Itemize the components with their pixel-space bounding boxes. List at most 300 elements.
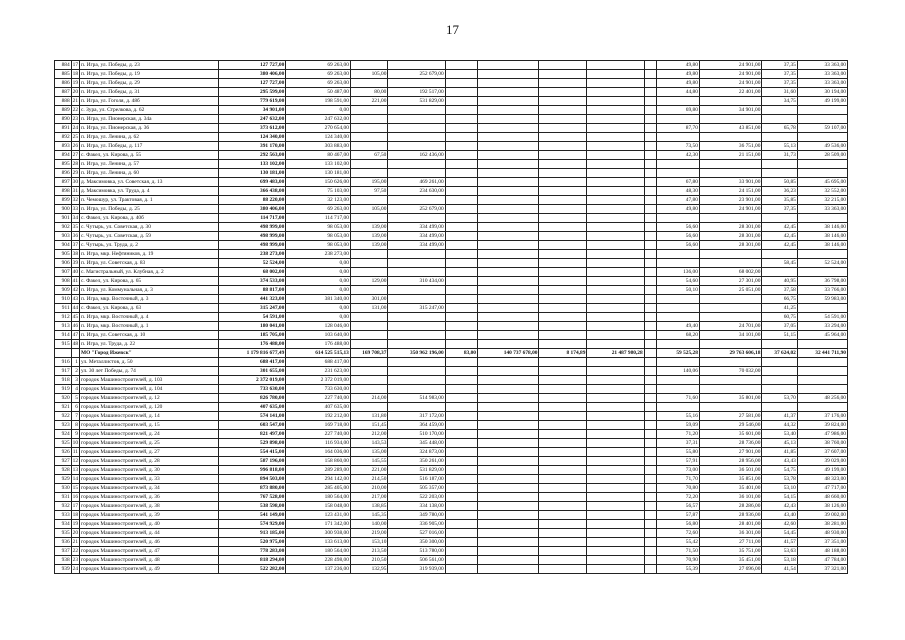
cell-cost-c bbox=[478, 196, 539, 205]
cell-cost-c bbox=[478, 241, 539, 250]
cell-volume-d bbox=[539, 214, 587, 223]
cell-cost-d bbox=[587, 88, 644, 97]
cell-cost-g bbox=[797, 214, 847, 223]
cell-volume-f bbox=[657, 214, 700, 223]
cell-cost-a: 303 883,00 bbox=[286, 142, 351, 151]
table-row bbox=[55, 385, 848, 394]
cell-cost-a: 688 417,00 bbox=[286, 358, 351, 367]
cell-cost-c bbox=[478, 277, 539, 286]
cell-cost-d bbox=[587, 205, 644, 214]
cell-volume-c bbox=[445, 340, 477, 349]
cell-cost-b bbox=[388, 295, 445, 304]
cell-row-number: 906 bbox=[55, 259, 72, 268]
cell-item-number: 22 bbox=[72, 548, 79, 554]
cell-address: городок Машиностроителей, д. 27 bbox=[80, 448, 219, 457]
cell-address: городок Машиностроителей, д. 28 bbox=[80, 457, 219, 466]
cell-cost-a: 2 372 019,00 bbox=[286, 376, 351, 385]
cell-cost-c bbox=[478, 394, 539, 403]
cell-volume-d bbox=[539, 520, 587, 529]
cell-cost-b bbox=[388, 376, 445, 385]
cell-volume-f: 56,60 bbox=[657, 241, 700, 250]
cell-cost-a: 123 431,00 bbox=[286, 511, 351, 520]
cell-volume-f: 49,40 bbox=[657, 322, 700, 331]
cell-volume-c bbox=[445, 268, 477, 277]
cell-item-number: 9 bbox=[71, 430, 79, 439]
cell-volume-g: 31,60 bbox=[762, 88, 797, 97]
cell-volume-g bbox=[762, 403, 797, 412]
cell-cost-b bbox=[388, 160, 445, 169]
cell-volume-c: 83,00 bbox=[445, 349, 477, 358]
cell-volume-d bbox=[539, 277, 587, 286]
cell-row-number: 901 bbox=[55, 214, 72, 223]
cell-volume-g: 37,35 bbox=[762, 205, 797, 214]
cell-address: п. Игра, ул. Пионерская, д. 34а bbox=[80, 115, 219, 124]
cell-cost-g: 36 798,00 bbox=[797, 277, 847, 286]
cell-item-number: 21 bbox=[72, 98, 79, 104]
cell-cost-c bbox=[478, 529, 539, 538]
cell-cost-a: 231 623,00 bbox=[286, 367, 351, 376]
cell-address: городок Машиностроителей, д. 40 bbox=[80, 520, 219, 529]
cell-volume-g: 53,18 bbox=[762, 556, 797, 565]
cell-volume-c bbox=[445, 556, 477, 565]
cell-cost-c bbox=[478, 556, 539, 565]
cell-cost-c bbox=[478, 205, 539, 214]
cell-total-cost: 699 483,00 bbox=[218, 178, 286, 187]
cell-cost-a: 171 342,00 bbox=[286, 520, 351, 529]
cell-cost-c bbox=[478, 475, 539, 484]
cell-cost-f: 28 301,00 bbox=[699, 241, 762, 250]
cell-row-number: 903 bbox=[55, 232, 72, 241]
cell-cost-b bbox=[388, 340, 445, 349]
cell-volume-c bbox=[445, 493, 477, 502]
cell-cost-b: 336 905,00 bbox=[388, 520, 445, 529]
cell-volume-f bbox=[657, 115, 700, 124]
cell-volume-d bbox=[539, 268, 587, 277]
cell-volume-e bbox=[644, 556, 657, 565]
cell-volume-f bbox=[657, 358, 700, 367]
cell-row-number: 927 bbox=[55, 457, 72, 466]
cell-volume-e bbox=[644, 322, 657, 331]
cell-cost-c bbox=[478, 322, 539, 331]
cell-volume-c bbox=[445, 196, 477, 205]
cell-item-number: 28 bbox=[72, 161, 79, 167]
cell-volume-b: 129,00 bbox=[350, 277, 388, 286]
cell-cost-b: 317 172,00 bbox=[388, 412, 445, 421]
cell-cost-c bbox=[478, 160, 539, 169]
cell-cost-a: 137 236,00 bbox=[286, 565, 351, 574]
cell-volume-d bbox=[539, 304, 587, 313]
cell-cost-b: 531 829,00 bbox=[388, 97, 445, 106]
cell-item-number: 18 bbox=[72, 512, 79, 518]
cell-volume-b bbox=[350, 322, 388, 331]
cell-volume-d bbox=[539, 232, 587, 241]
cell-item-number: 5 bbox=[71, 394, 79, 403]
cell-cost-d bbox=[587, 61, 644, 70]
cell-cost-f: 29 546,00 bbox=[699, 421, 762, 430]
cell-total-cost: 295 599,00 bbox=[218, 88, 286, 97]
table-row bbox=[55, 421, 848, 430]
cell-volume-e bbox=[644, 430, 657, 439]
cell-volume-b: 139,00 bbox=[350, 223, 388, 232]
cell-volume-d bbox=[539, 106, 587, 115]
cell-cost-c bbox=[478, 340, 539, 349]
cell-cost-g bbox=[797, 358, 847, 367]
cell-volume-e bbox=[644, 286, 657, 295]
table-row bbox=[55, 178, 848, 187]
cell-total-cost: 529 898,00 bbox=[218, 439, 286, 448]
table-row bbox=[55, 268, 848, 277]
cell-cost-b bbox=[388, 385, 445, 394]
cell-volume-g: 50,85 bbox=[762, 178, 797, 187]
cell-volume-f bbox=[657, 304, 700, 313]
cell-cost-a: 32 123,00 bbox=[286, 196, 351, 205]
cell-volume-d bbox=[539, 493, 587, 502]
cell-cost-g: 38 281,00 bbox=[797, 520, 847, 529]
cell-volume-g: 40,95 bbox=[762, 277, 797, 286]
cell-total-cost: 779 619,00 bbox=[218, 97, 286, 106]
cell-volume-d bbox=[539, 151, 587, 160]
cell-volume-f: 56,57 bbox=[657, 502, 700, 511]
cell-volume-c bbox=[445, 412, 477, 421]
cell-total-cost: 133 102,00 bbox=[218, 160, 286, 169]
cell-volume-c bbox=[445, 115, 477, 124]
cell-cost-d bbox=[587, 241, 644, 250]
table-row bbox=[55, 322, 848, 331]
cell-cost-d bbox=[587, 547, 644, 556]
cell-cost-b: 310 434,00 bbox=[388, 277, 445, 286]
cell-volume-f bbox=[657, 403, 700, 412]
cell-cost-d bbox=[587, 556, 644, 565]
cell-cost-f: 27 696,00 bbox=[699, 565, 762, 574]
cell-cost-b: 252 679,00 bbox=[388, 70, 445, 79]
cell-cost-d bbox=[587, 466, 644, 475]
cell-cost-g: 52 524,00 bbox=[797, 259, 847, 268]
cell-cost-a: 164 036,00 bbox=[286, 448, 351, 457]
cell-cost-g: 59 983,00 bbox=[797, 295, 847, 304]
cell-cost-a: 103 640,00 bbox=[286, 331, 351, 340]
cell-volume-f: 73,50 bbox=[657, 142, 700, 151]
cell-item-number: 39 bbox=[72, 260, 79, 266]
cell-address: п. Игра, ул. Ленина, д. 60 bbox=[80, 169, 219, 178]
cell-cost-d bbox=[587, 565, 644, 574]
cell-cost-a: 98 053,00 bbox=[286, 223, 351, 232]
cell-volume-c bbox=[445, 277, 477, 286]
cell-total-cost: 238 273,00 bbox=[218, 250, 286, 259]
table-row bbox=[55, 196, 848, 205]
cell-item-number: 18 bbox=[72, 71, 79, 77]
table-row bbox=[55, 466, 848, 475]
cell-cost-g: 48 188,00 bbox=[797, 547, 847, 556]
cell-volume-f: 54,60 bbox=[657, 277, 700, 286]
cell-cost-a: 0,00 bbox=[286, 277, 351, 286]
table-row bbox=[55, 340, 848, 349]
cell-item-number: 12 bbox=[72, 458, 79, 464]
cell-cost-a: 0,00 bbox=[286, 286, 351, 295]
cell-row-number: 928 bbox=[55, 466, 72, 475]
cell-cost-c bbox=[478, 259, 539, 268]
cell-total-cost: 1 179 816 677,49 bbox=[218, 349, 286, 358]
cell-cost-d bbox=[587, 259, 644, 268]
table-row bbox=[55, 88, 848, 97]
cell-volume-c bbox=[445, 511, 477, 520]
cell-row-number: 889 bbox=[55, 106, 72, 115]
cell-cost-a: 247 632,00 bbox=[286, 115, 351, 124]
cell-address: ул. 30 лет Победы, д. 74 bbox=[80, 367, 219, 376]
cell-cost-g: 38 146,00 bbox=[797, 223, 847, 232]
cell-volume-f: 136,00 bbox=[657, 268, 700, 277]
cell-address: городок Машиностроителей, д. 34 bbox=[80, 484, 219, 493]
cell-total-cost: 366 438,00 bbox=[218, 187, 286, 196]
cell-volume-f: 72,20 bbox=[657, 493, 700, 502]
cell-volume-b: 145,55 bbox=[350, 457, 388, 466]
cell-volume-d bbox=[539, 358, 587, 367]
cell-volume-e bbox=[644, 340, 657, 349]
cell-cost-f: 35 851,00 bbox=[699, 475, 762, 484]
cell-volume-d bbox=[539, 439, 587, 448]
cell-address: городок Машиностроителей, д. 47 bbox=[80, 547, 219, 556]
cell-volume-c bbox=[445, 124, 477, 133]
cell-cost-b: 324 873,00 bbox=[388, 448, 445, 457]
cell-volume-f: 71,70 bbox=[657, 475, 700, 484]
cell-volume-c bbox=[445, 439, 477, 448]
cell-cost-d bbox=[587, 295, 644, 304]
cell-cost-a: 124 340,00 bbox=[286, 133, 351, 142]
cell-item-number: 36 bbox=[72, 233, 79, 239]
cell-volume-e bbox=[644, 142, 657, 151]
cell-total-cost: 821 497,00 bbox=[218, 430, 286, 439]
cell-row-number: 885 bbox=[55, 70, 72, 79]
cell-address: п. Игра, ул. Советская, д. 83 bbox=[80, 259, 219, 268]
cell-volume-f bbox=[657, 259, 700, 268]
cell-cost-c bbox=[478, 79, 539, 88]
cell-volume-e bbox=[644, 421, 657, 430]
cell-cost-c bbox=[478, 151, 539, 160]
cell-volume-c bbox=[445, 70, 477, 79]
cell-row-number: 925 bbox=[55, 439, 72, 448]
table-row bbox=[55, 205, 848, 214]
cell-volume-e bbox=[644, 106, 657, 115]
cell-volume-c bbox=[445, 259, 477, 268]
cell-total-cost: 2 372 019,00 bbox=[218, 376, 286, 385]
cell-cost-g bbox=[797, 403, 847, 412]
cell-cost-f: 34 901,00 bbox=[699, 106, 762, 115]
cell-cost-f: 27 581,00 bbox=[699, 412, 762, 421]
cell-cost-g: 33 766,00 bbox=[797, 286, 847, 295]
cell-cost-c bbox=[478, 403, 539, 412]
cell-cost-f: 28 401,00 bbox=[699, 520, 762, 529]
cell-cost-f: 23 901,00 bbox=[699, 196, 762, 205]
table-row bbox=[55, 115, 848, 124]
cell-cost-c bbox=[478, 232, 539, 241]
cell-cost-g: 59 107,00 bbox=[797, 124, 847, 133]
cell-cost-a: 69 263,00 bbox=[286, 61, 351, 70]
cell-cost-a: 80 467,00 bbox=[286, 151, 351, 160]
cell-volume-b bbox=[350, 259, 388, 268]
cell-volume-g: 54,75 bbox=[762, 466, 797, 475]
cell-volume-d bbox=[539, 403, 587, 412]
cell-volume-d bbox=[539, 529, 587, 538]
cell-cost-d bbox=[587, 133, 644, 142]
cell-item-number: 29 bbox=[72, 170, 79, 176]
cell-cost-a: 98 053,00 bbox=[286, 241, 351, 250]
cell-row-number: 902 bbox=[55, 223, 72, 232]
cell-item-number: 42 bbox=[72, 287, 79, 293]
cell-cost-c bbox=[478, 511, 539, 520]
cell-cost-a: 289 289,00 bbox=[286, 466, 351, 475]
cell-volume-b: 138,85 bbox=[350, 502, 388, 511]
cell-total-cost: 315 247,00 bbox=[218, 304, 286, 313]
cell-volume-g bbox=[762, 250, 797, 259]
cell-cost-a: 69 263,00 bbox=[286, 70, 351, 79]
cell-volume-e bbox=[644, 70, 657, 79]
cell-volume-g: 37,35 bbox=[762, 79, 797, 88]
table-row bbox=[55, 160, 848, 169]
cell-item-number: 24 bbox=[72, 566, 79, 572]
cell-volume-c bbox=[445, 475, 477, 484]
cell-volume-d bbox=[539, 412, 587, 421]
cell-volume-c bbox=[445, 205, 477, 214]
cell-cost-d bbox=[587, 70, 644, 79]
cell-volume-b: 301,00 bbox=[350, 295, 388, 304]
cell-total-cost: 88 817,00 bbox=[218, 286, 286, 295]
cell-cost-f bbox=[699, 304, 762, 313]
cell-volume-b: 195,00 bbox=[350, 178, 388, 187]
cell-volume-b bbox=[350, 358, 388, 367]
cell-item-number: 19 bbox=[72, 521, 79, 527]
cell-volume-c bbox=[445, 187, 477, 196]
cell-volume-f: 140,06 bbox=[657, 367, 700, 376]
cell-row-number: 907 bbox=[55, 268, 72, 277]
cell-volume-c bbox=[445, 331, 477, 340]
cell-cost-f: 28 301,00 bbox=[699, 232, 762, 241]
cell-cost-f bbox=[699, 295, 762, 304]
cell-row-number: 930 bbox=[55, 484, 72, 493]
cell-cost-a: 270 654,00 bbox=[286, 124, 351, 133]
cell-cost-f: 28 301,00 bbox=[699, 223, 762, 232]
cell-row-number: 893 bbox=[55, 142, 72, 151]
cell-total-cost: 88 220,00 bbox=[218, 196, 286, 205]
cell-cost-f: 36 101,00 bbox=[699, 493, 762, 502]
cell-row-number: 934 bbox=[55, 520, 72, 529]
cell-volume-b: 213,50 bbox=[350, 547, 388, 556]
cell-cost-g: 37 176,00 bbox=[797, 412, 847, 421]
cell-address: п. Игра, ул. Победы, д. 117 bbox=[80, 142, 219, 151]
cell-total-cost: 522 282,00 bbox=[218, 565, 286, 574]
cell-address: городок Машиностроителей, д. 15 bbox=[80, 421, 219, 430]
cell-cost-f: 35 401,00 bbox=[699, 484, 762, 493]
cell-volume-f: 67,80 bbox=[657, 178, 700, 187]
cell-cost-g bbox=[797, 304, 847, 313]
cell-volume-f: 57,87 bbox=[657, 511, 700, 520]
cell-address: п. Игра, ул. Победы, д. 25 bbox=[80, 205, 219, 214]
cell-cost-b bbox=[388, 268, 445, 277]
cell-address: городок Машиностроителей, д. 12 bbox=[80, 394, 219, 403]
cell-volume-b bbox=[350, 385, 388, 394]
cell-volume-e bbox=[644, 223, 657, 232]
cell-cost-c bbox=[478, 295, 539, 304]
cell-address: ул. Металлистов, д. 50 bbox=[80, 358, 219, 367]
cell-item-number: 45 bbox=[72, 314, 79, 320]
cell-item-number: 16 bbox=[72, 494, 79, 500]
cell-item-number: 35 bbox=[72, 224, 79, 230]
table-row bbox=[55, 304, 848, 313]
cell-volume-c bbox=[445, 151, 477, 160]
cell-cost-a: 133 102,00 bbox=[286, 160, 351, 169]
table-row bbox=[55, 565, 848, 574]
table-row bbox=[55, 106, 848, 115]
cell-cost-g: 49 536,00 bbox=[797, 142, 847, 151]
table-row bbox=[55, 124, 848, 133]
cell-cost-f: 36 751,00 bbox=[699, 142, 762, 151]
cell-volume-g: 41,85 bbox=[762, 448, 797, 457]
cell-volume-f: 55,42 bbox=[657, 538, 700, 547]
cell-total-cost: 688 417,00 bbox=[218, 358, 286, 367]
cell-volume-g: 44,32 bbox=[762, 421, 797, 430]
cell-cost-c bbox=[478, 358, 539, 367]
cell-volume-b: 97,50 bbox=[350, 187, 388, 196]
cell-address: п. Игра, ул. Труда, д. 22 bbox=[80, 340, 219, 349]
cell-cost-f: 21 151,00 bbox=[699, 151, 762, 160]
table-row bbox=[55, 448, 848, 457]
cell-total-cost: 574 141,00 bbox=[218, 412, 286, 421]
cell-address: с. Чутырь, ул. Труда, д. 2 bbox=[80, 241, 219, 250]
cell-volume-b: 169 708,37 bbox=[350, 349, 388, 358]
cell-total-cost: 498 999,00 bbox=[218, 223, 286, 232]
cell-cost-c bbox=[478, 538, 539, 547]
table-row bbox=[55, 511, 848, 520]
cell-row-number: 939 bbox=[55, 565, 72, 574]
cell-volume-b bbox=[350, 250, 388, 259]
cell-cost-b bbox=[388, 169, 445, 178]
cell-volume-e bbox=[644, 169, 657, 178]
cell-cost-d bbox=[587, 277, 644, 286]
cell-cost-a: 69 263,00 bbox=[286, 79, 351, 88]
cell-volume-g: 42,45 bbox=[762, 223, 797, 232]
cell-row-number: 937 bbox=[55, 547, 72, 556]
cell-volume-f: 37,31 bbox=[657, 439, 700, 448]
table-row bbox=[55, 376, 848, 385]
cell-cost-a: 133 613,00 bbox=[286, 538, 351, 547]
cell-cost-b bbox=[388, 367, 445, 376]
cell-cost-f: 25 051,00 bbox=[699, 286, 762, 295]
cell-volume-d bbox=[539, 142, 587, 151]
cell-volume-e bbox=[644, 376, 657, 385]
cell-volume-e bbox=[644, 367, 657, 376]
cell-address: городок Машиностроителей, д. 38 bbox=[80, 502, 219, 511]
cell-cost-c bbox=[478, 250, 539, 259]
cell-cost-c bbox=[478, 88, 539, 97]
cell-volume-f: 55,16 bbox=[657, 412, 700, 421]
cell-cost-b bbox=[388, 322, 445, 331]
cell-volume-b: 131,80 bbox=[350, 412, 388, 421]
cell-item-number: 41 bbox=[72, 278, 79, 284]
cell-volume-c bbox=[445, 502, 477, 511]
table-row bbox=[55, 520, 848, 529]
cell-volume-c bbox=[445, 565, 477, 574]
cell-item-number: 43 bbox=[72, 296, 79, 302]
cell-address: п. Игра, ул. Пионерская, д. 36 bbox=[80, 124, 219, 133]
cell-volume-g: 35,85 bbox=[762, 196, 797, 205]
cell-total-cost: 374 533,00 bbox=[218, 277, 286, 286]
cell-volume-e bbox=[644, 466, 657, 475]
cell-volume-f: 71,20 bbox=[657, 430, 700, 439]
cell-cost-g: 33 363,00 bbox=[797, 205, 847, 214]
cell-cost-c bbox=[478, 412, 539, 421]
cell-item-number: 34 bbox=[72, 215, 79, 221]
cell-cost-c bbox=[478, 133, 539, 142]
cell-volume-f bbox=[657, 313, 700, 322]
cell-volume-f bbox=[657, 250, 700, 259]
